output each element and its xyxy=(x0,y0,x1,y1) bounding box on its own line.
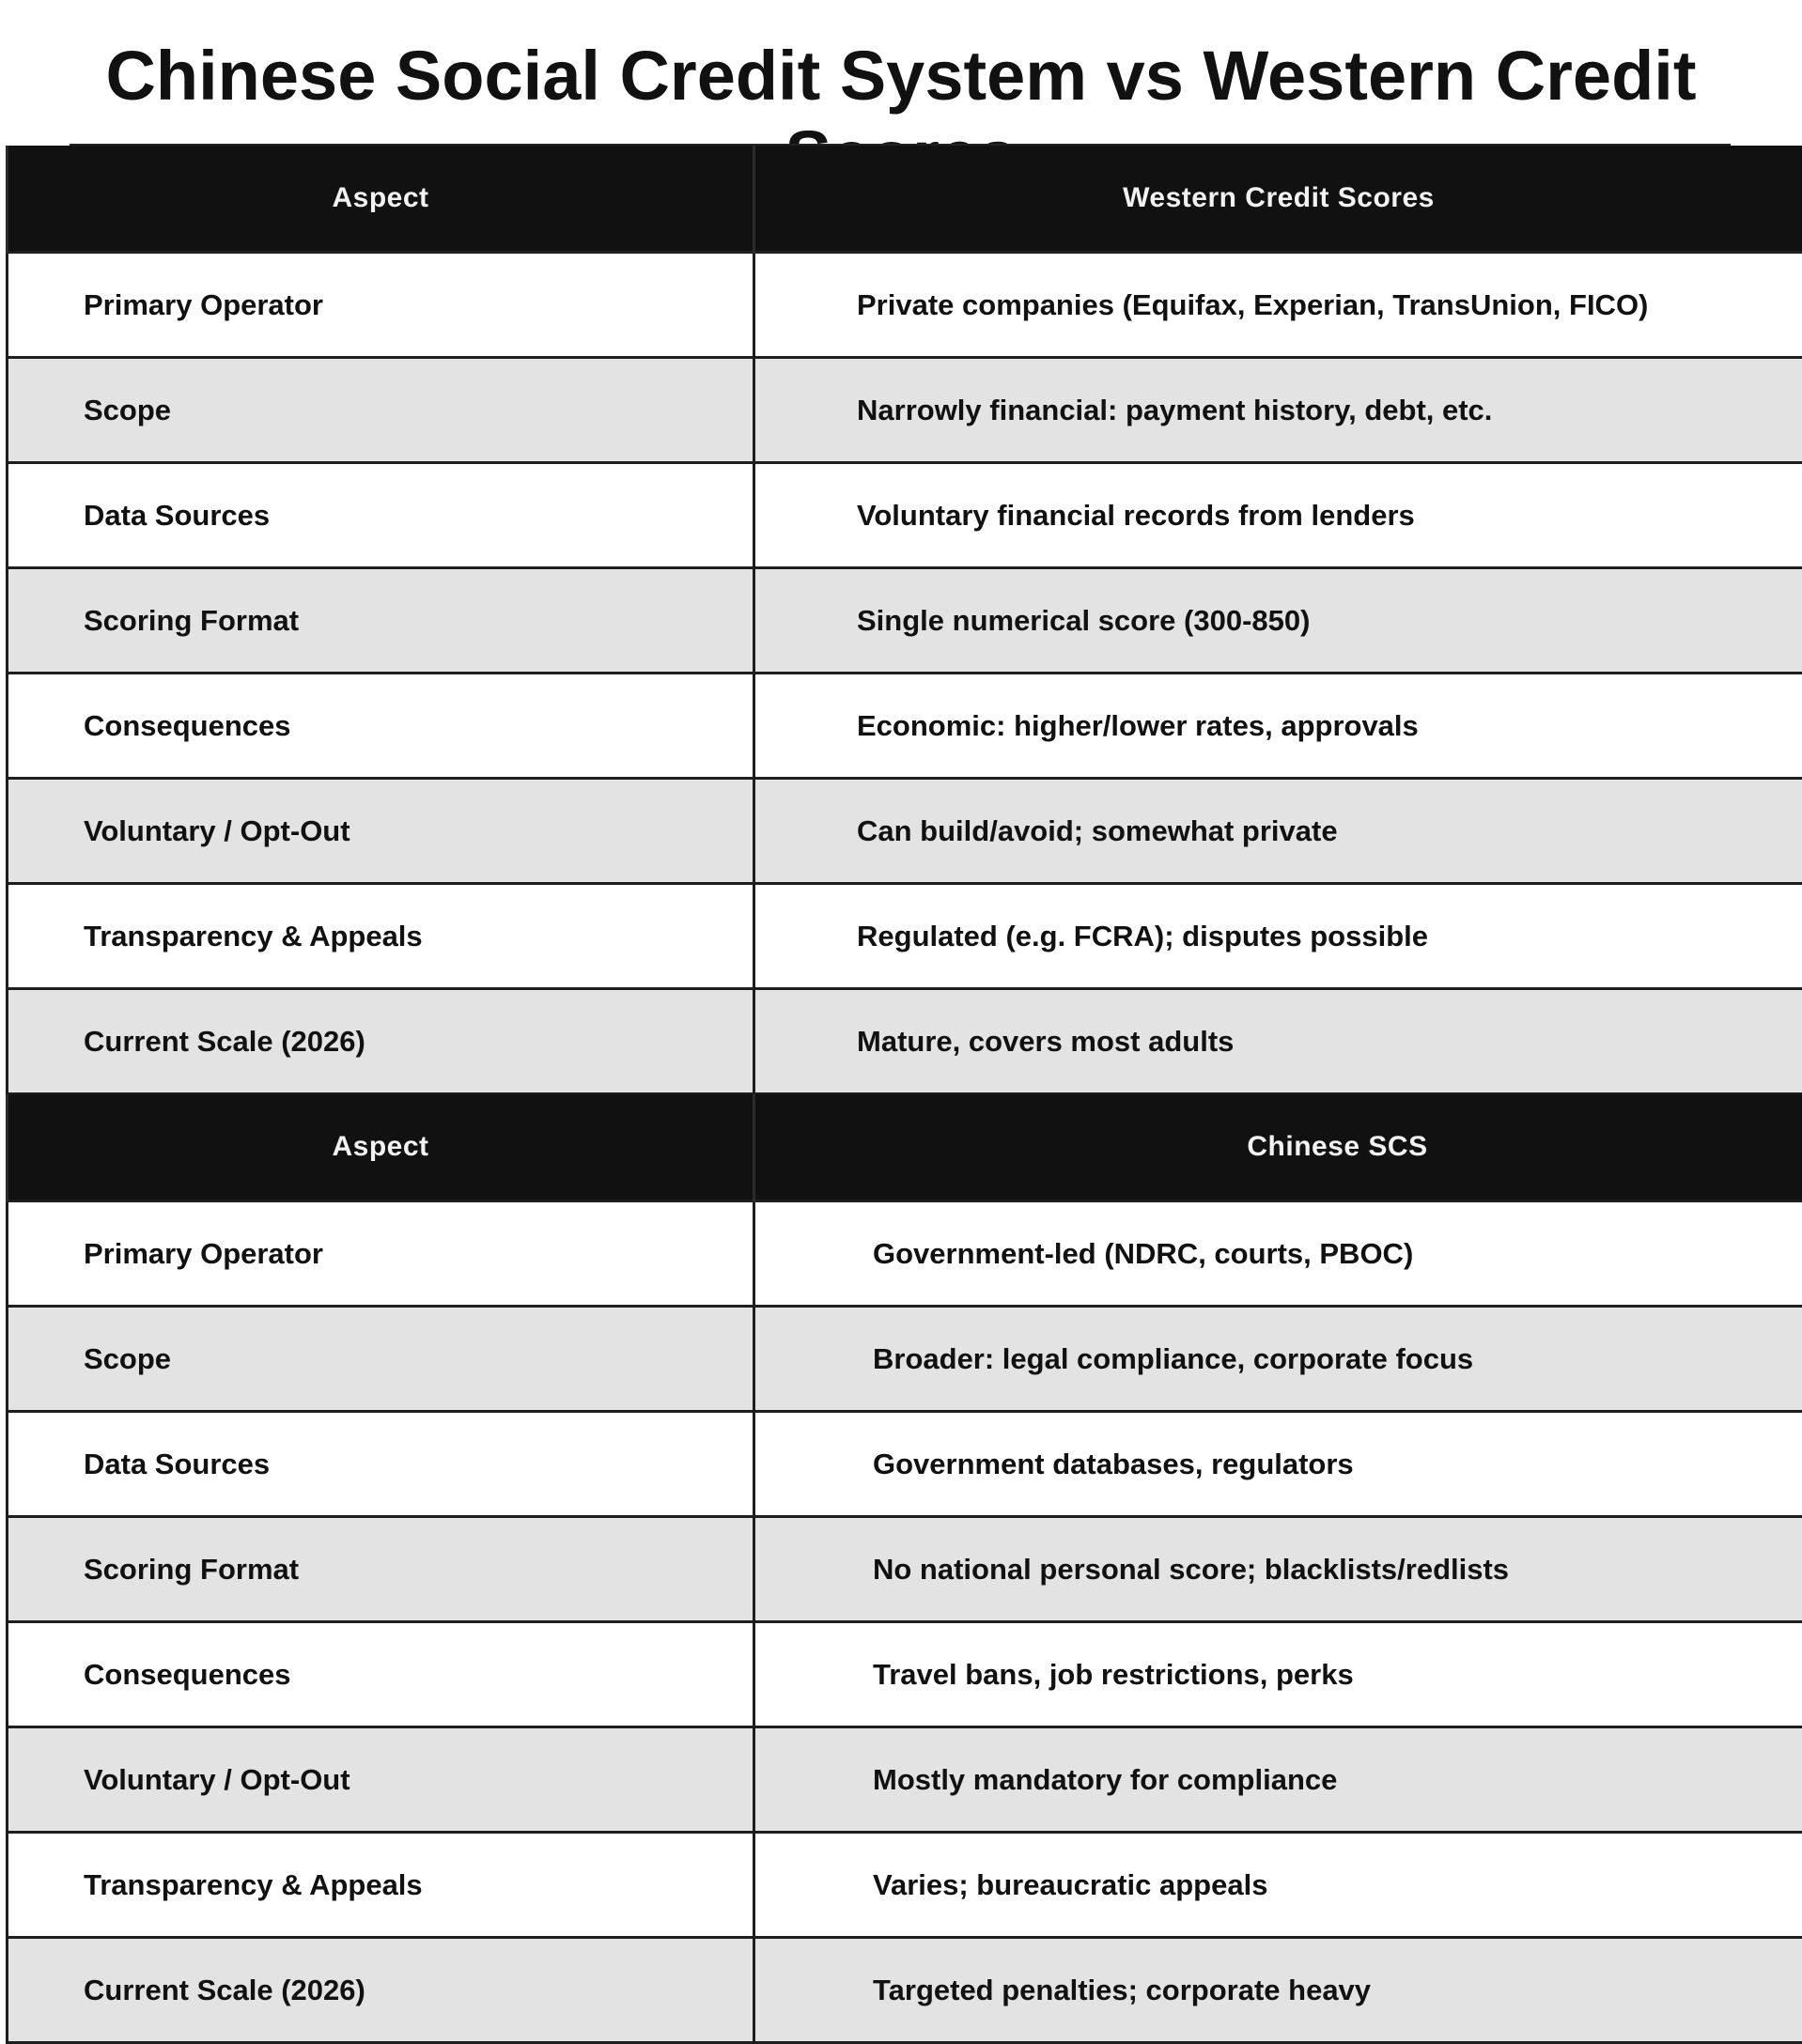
value-cell: Varies; bureaucratic appeals xyxy=(754,1833,1802,1938)
value-cell: Single numerical score (300-850) xyxy=(754,568,1802,674)
aspect-cell: Voluntary / Opt-Out xyxy=(8,779,754,884)
value-cell: Voluntary financial records from lenders xyxy=(754,463,1802,568)
table-row xyxy=(8,884,1802,989)
aspect-cell: Transparency & Appeals xyxy=(8,884,754,989)
chinese-scs-table xyxy=(6,1094,1802,2044)
aspect-cell: Scope xyxy=(8,358,754,463)
table-row xyxy=(8,253,1802,358)
table-row xyxy=(8,1307,1802,1412)
value-cell: Mature, covers most adults xyxy=(754,989,1802,1094)
table-row xyxy=(8,568,1802,674)
table-header-row xyxy=(8,1094,1802,1201)
aspect-cell: Data Sources xyxy=(8,1412,754,1517)
table-row xyxy=(8,1201,1802,1307)
aspect-cell: Voluntary / Opt-Out xyxy=(8,1727,754,1833)
aspect-cell: Current Scale (2026) xyxy=(8,989,754,1094)
value-cell: Mostly mandatory for compliance xyxy=(754,1727,1802,1833)
value-cell: No national personal score; blacklists/redlists xyxy=(754,1517,1802,1622)
table-row xyxy=(8,358,1802,463)
value-cell: Can build/avoid; somewhat private xyxy=(754,779,1802,884)
aspect-cell: Scope xyxy=(8,1307,754,1412)
column-header-aspect: Aspect xyxy=(8,146,754,253)
page-title: Chinese Social Credit System vs Western Credit xyxy=(0,36,1802,195)
aspect-cell: Transparency & Appeals xyxy=(8,1833,754,1938)
value-cell: Targeted penalties; corporate heavy xyxy=(754,1938,1802,2043)
table-row xyxy=(8,1622,1802,1727)
column-header-chinese: Chinese SCS xyxy=(754,1094,1802,1201)
aspect-cell: Primary Operator xyxy=(8,1201,754,1307)
aspect-cell: Consequences xyxy=(8,674,754,779)
value-cell: Government databases, regulators xyxy=(754,1412,1802,1517)
value-cell: Narrowly financial: payment history, debt, etc. xyxy=(754,358,1802,463)
aspect-cell: Data Sources xyxy=(8,463,754,568)
table-row xyxy=(8,1938,1802,2043)
table-row xyxy=(8,674,1802,779)
value-cell: Private companies (Equifax, Experian, TransUnion, FICO) xyxy=(754,253,1802,358)
value-cell: Economic: higher/lower rates, approvals xyxy=(754,674,1802,779)
table-row xyxy=(8,1517,1802,1622)
table-row xyxy=(8,1412,1802,1517)
column-header-western: Western Credit Scores xyxy=(754,146,1802,253)
aspect-cell: Scoring Format xyxy=(8,1517,754,1622)
table-header-row xyxy=(8,146,1802,253)
table-row xyxy=(8,989,1802,1094)
value-cell: Government-led (NDRC, courts, PBOC) xyxy=(754,1201,1802,1307)
table-row xyxy=(8,1833,1802,1938)
table-row xyxy=(8,779,1802,884)
aspect-cell: Consequences xyxy=(8,1622,754,1727)
table-row xyxy=(8,1727,1802,1833)
aspect-cell: Scoring Format xyxy=(8,568,754,674)
aspect-cell: Current Scale (2026) xyxy=(8,1938,754,2043)
value-cell: Travel bans, job restrictions, perks xyxy=(754,1622,1802,1727)
value-cell: Regulated (e.g. FCRA); disputes possible xyxy=(754,884,1802,989)
column-header-aspect: Aspect xyxy=(8,1094,754,1201)
aspect-cell: Primary Operator xyxy=(8,253,754,358)
western-credit-table xyxy=(6,146,1802,1095)
table-row xyxy=(8,463,1802,568)
value-cell: Broader: legal compliance, corporate focus xyxy=(754,1307,1802,1412)
